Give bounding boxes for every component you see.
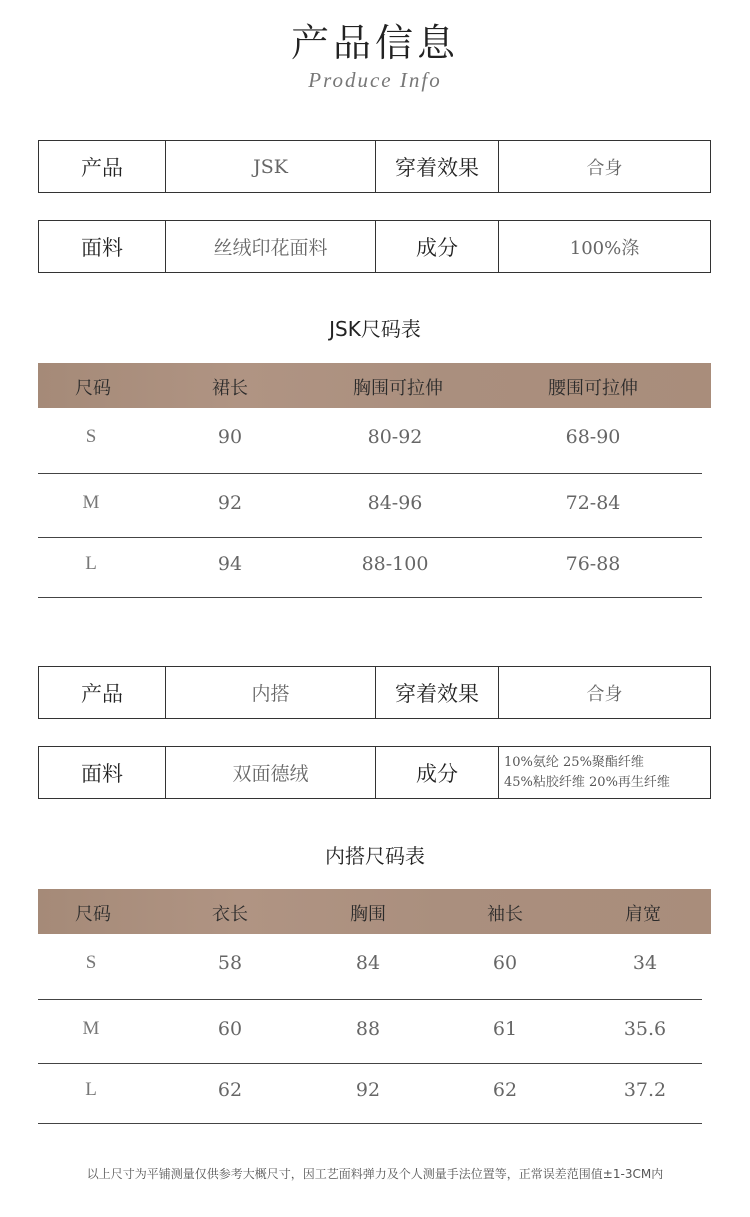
- header-cell: 肩宽: [625, 904, 661, 925]
- inner-product-row: [38, 666, 711, 719]
- fabric-label: 面料: [39, 221, 166, 272]
- table-cell: 60: [492, 952, 518, 974]
- table-cell: 80-92: [367, 426, 423, 448]
- header-cell: 衣长: [212, 904, 248, 925]
- header-cell: 袖长: [487, 904, 523, 925]
- size-cell: L: [85, 1079, 97, 1100]
- table-row: [38, 474, 702, 538]
- table-cell: 62: [217, 1079, 243, 1101]
- product-value: JSK: [166, 141, 376, 192]
- composition-value: [499, 747, 710, 798]
- table-cell: 34: [632, 952, 658, 974]
- fit-label: 穿着效果: [376, 141, 499, 192]
- table-cell: 35.6: [623, 1018, 667, 1040]
- jsk-size-table-title: JSK尺码表: [329, 317, 421, 341]
- table-cell: 62: [492, 1079, 518, 1101]
- size-cell: L: [85, 553, 97, 574]
- inner-table-header: [38, 889, 711, 934]
- fit-label: 穿着效果: [376, 667, 499, 718]
- composition-label: 成分: [376, 747, 499, 798]
- row-divider: [38, 1123, 702, 1124]
- fit-value: 合身: [586, 683, 623, 705]
- jsk-fabric-row: [38, 220, 711, 273]
- table-row: [38, 408, 702, 472]
- inner-fabric-row: [38, 746, 711, 799]
- size-cell: M: [82, 492, 100, 513]
- table-cell: 37.2: [623, 1079, 667, 1101]
- table-cell: 61: [492, 1018, 518, 1040]
- size-cell: S: [85, 952, 97, 973]
- composition-value: 100%涤: [569, 237, 640, 259]
- product-value: 内搭: [166, 667, 376, 718]
- header-cell: 腰围可拉伸: [548, 378, 638, 399]
- table-row: [38, 934, 702, 998]
- row-divider: [38, 597, 702, 598]
- inner-size-table-title: 内搭尺码表: [325, 844, 425, 868]
- fit-value: 合身: [586, 157, 623, 179]
- composition-label: 成分: [376, 221, 499, 272]
- jsk-product-row: [38, 140, 711, 193]
- composition-line: 45%粘胶纤维 20%再生纤维: [504, 774, 670, 790]
- table-cell: 88: [355, 1018, 381, 1040]
- table-cell: 58: [217, 952, 243, 974]
- fabric-value: 双面德绒: [166, 747, 376, 798]
- header-cell: 裙长: [212, 378, 248, 399]
- table-row: [38, 1061, 702, 1125]
- table-row: [38, 1000, 702, 1064]
- header-cell: 尺码: [75, 904, 111, 925]
- page-title: 产品信息: [290, 21, 459, 65]
- size-cell: M: [82, 1018, 100, 1039]
- table-row: [38, 535, 702, 599]
- table-cell: 94: [217, 553, 243, 575]
- header-cell: 尺码: [75, 378, 111, 399]
- page-subtitle: Produce Info: [308, 68, 442, 92]
- product-label: 产品: [39, 141, 166, 192]
- fabric-label: 面料: [39, 747, 166, 798]
- table-cell: 90: [217, 426, 243, 448]
- table-cell: 92: [217, 492, 243, 514]
- jsk-table-header: [38, 363, 711, 408]
- table-cell: 84: [355, 952, 381, 974]
- table-cell: 76-88: [565, 553, 621, 575]
- table-cell: 88-100: [361, 553, 429, 575]
- table-cell: 92: [355, 1079, 381, 1101]
- table-cell: 68-90: [565, 426, 621, 448]
- product-label: 产品: [39, 667, 166, 718]
- header-cell: 胸围: [350, 904, 386, 925]
- table-cell: 84-96: [367, 492, 423, 514]
- table-cell: 72-84: [565, 492, 621, 514]
- fabric-value: 丝绒印花面料: [166, 221, 376, 272]
- size-cell: S: [85, 426, 97, 447]
- composition-line: 10%氨纶 25%聚酯纤维: [504, 754, 644, 770]
- measurement-note: 以上尺寸为平铺测量仅供参考大概尺寸，因工艺面料弹力及个人测量手法位置等，正常误差范围值±1-3CM内: [86, 1167, 664, 1181]
- header-cell: 胸围可拉伸: [353, 378, 443, 399]
- table-cell: 60: [217, 1018, 243, 1040]
